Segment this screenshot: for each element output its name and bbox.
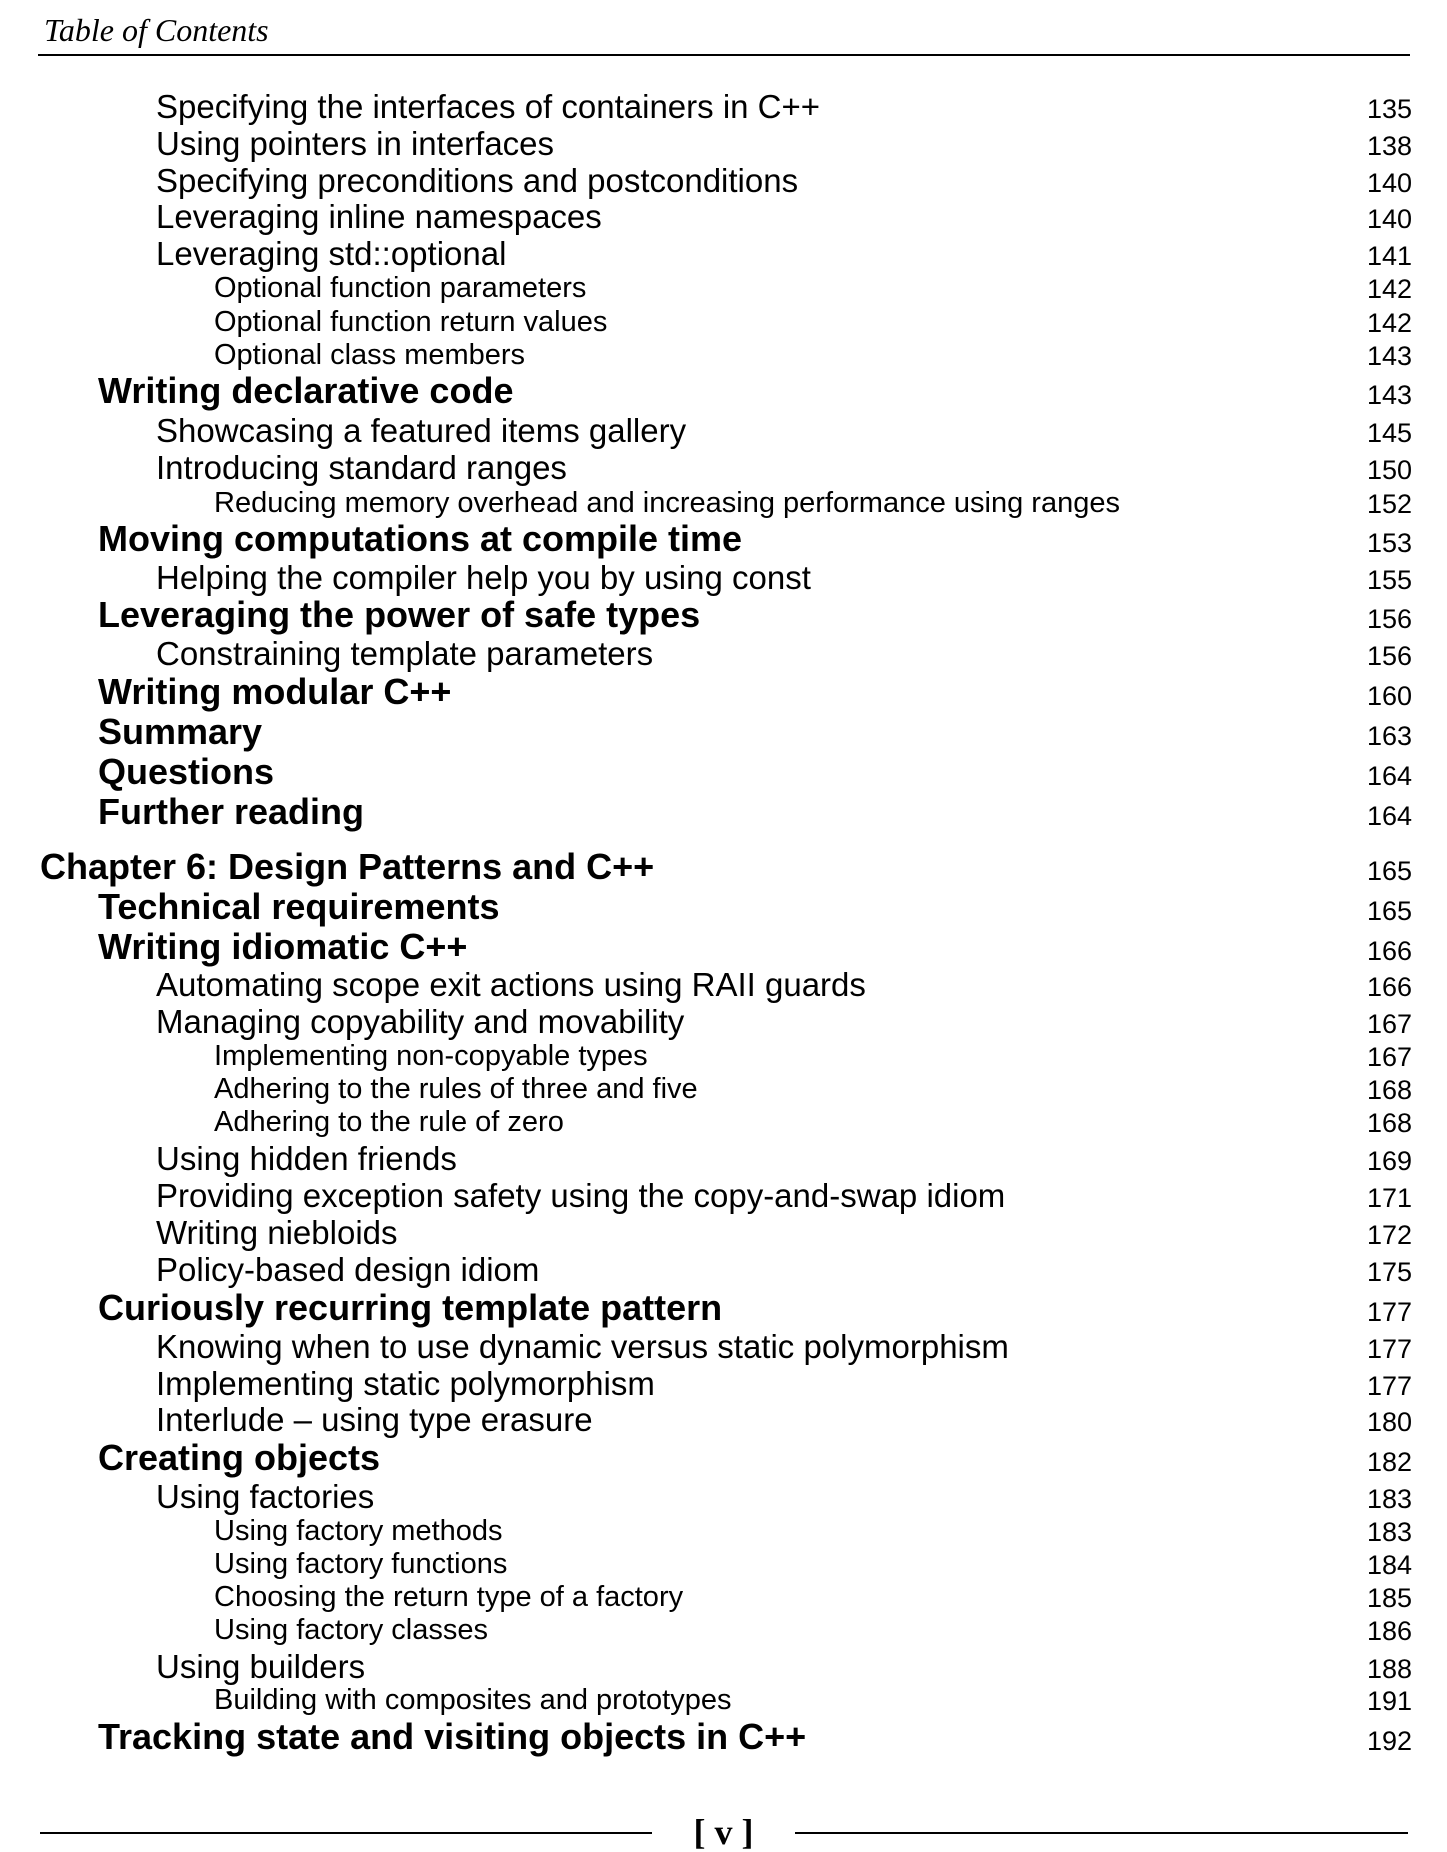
toc-entry-page-number: 164: [1366, 761, 1412, 791]
toc-entry-page-number: 156: [1366, 641, 1412, 671]
toc-entry-subsubsection-heading[interactable]: [0, 480, 1447, 520]
toc-entry-page-number: 145: [1366, 418, 1412, 448]
toc-entry-subsubsection-heading[interactable]: [0, 1099, 1447, 1139]
toc-entry-page-number: 191: [1366, 1686, 1412, 1716]
toc-entry-page-number: 156: [1366, 604, 1412, 634]
toc-entry-title: Leveraging std::optional: [156, 235, 507, 272]
toc-entry-title: Leveraging inline namespaces: [156, 198, 602, 235]
toc-entry-title: Using builders: [156, 1648, 366, 1685]
toc-entry-page-number: 152: [1366, 489, 1412, 519]
toc-entry-title: Summary: [98, 711, 263, 752]
toc-entry-section-heading[interactable]: [0, 519, 1447, 559]
toc-entry-subsection-heading[interactable]: [0, 1211, 1447, 1251]
toc-entry-page-number: 184: [1366, 1550, 1412, 1580]
toc-entry-section-heading[interactable]: [0, 672, 1447, 712]
toc-entry-title: Introducing standard ranges: [156, 449, 567, 486]
toc-entry-page-number: 192: [1366, 1726, 1412, 1756]
toc-entry-title: Optional function parameters: [214, 272, 587, 304]
toc-entry-page-number: 168: [1366, 1108, 1412, 1138]
toc-entry-title: Using factory methods: [214, 1515, 503, 1547]
toc-entry-page-number: 169: [1366, 1146, 1412, 1176]
toc-entry-page-number: 183: [1366, 1517, 1412, 1547]
toc-entry-page-number: 160: [1366, 681, 1412, 711]
toc-entry-page-number: 153: [1366, 528, 1412, 558]
toc-entry-title: Optional function return values: [214, 306, 608, 338]
toc-entry-page-number: 138: [1366, 131, 1412, 161]
toc-entry-page-number: 186: [1366, 1616, 1412, 1646]
toc-entry-section-heading[interactable]: [0, 595, 1447, 635]
toc-entry-page-number: 140: [1366, 168, 1412, 198]
toc-entry-title: Optional class members: [214, 339, 526, 371]
toc-entry-title: Curiously recurring template pattern: [98, 1287, 723, 1328]
toc-entry-page-number: 165: [1366, 856, 1412, 886]
toc-entry-title: Using factory functions: [214, 1548, 508, 1580]
toc-entry-page-number: 177: [1366, 1371, 1412, 1401]
toc-entry-page-number: 141: [1366, 241, 1412, 271]
toc-entry-page-number: 175: [1366, 1257, 1412, 1287]
toc-entry-subsection-heading[interactable]: [0, 159, 1447, 199]
toc-entry-page-number: 143: [1366, 341, 1412, 371]
toc-entry-page-number: 177: [1366, 1297, 1412, 1327]
toc-entry-title: Using pointers in interfaces: [156, 125, 555, 162]
toc-entry-title: Leveraging the power of safe types: [98, 594, 701, 635]
toc-entry-chapter-heading[interactable]: [0, 847, 1447, 887]
toc-entry-page-number: 188: [1366, 1654, 1412, 1684]
toc-entry-page-number: 155: [1366, 565, 1412, 595]
toc-entry-title: Specifying the interfaces of containers in C++: [156, 88, 821, 125]
toc-entry-title: Helping the compiler help you by using const: [156, 559, 811, 596]
toc-entry-title: Policy-based design idiom: [156, 1251, 540, 1288]
toc-entry-subsection-heading[interactable]: [0, 1174, 1447, 1214]
toc-entry-title: Tracking state and visiting objects in C++: [98, 1716, 807, 1757]
toc-entry-page-number: 180: [1366, 1407, 1412, 1437]
toc-entry-subsection-heading[interactable]: [0, 409, 1447, 449]
toc-entry-page-number: 143: [1366, 380, 1412, 410]
toc-entry-section-heading[interactable]: [0, 792, 1447, 832]
toc-entry-title: Reducing memory overhead and increasing performance using ranges: [214, 487, 1120, 519]
toc-entry-section-heading[interactable]: [0, 371, 1447, 411]
toc-entry-title: Adhering to the rule of zero: [214, 1106, 564, 1138]
toc-entry-section-heading[interactable]: [0, 752, 1447, 792]
toc-entry-title: Chapter 6: Design Patterns and C++: [40, 846, 655, 887]
toc-entry-subsection-heading[interactable]: [0, 556, 1447, 596]
toc-entry-title: Interlude – using type erasure: [156, 1401, 593, 1438]
toc-entry-title: Writing modular C++: [98, 671, 452, 712]
toc-entry-section-heading[interactable]: [0, 1288, 1447, 1328]
toc-entry-section-heading[interactable]: [0, 1717, 1447, 1757]
toc-entry-title: Moving computations at compile time: [98, 518, 743, 559]
toc-entry-title: Implementing non-copyable types: [214, 1040, 648, 1072]
toc-entry-title: Choosing the return type of a factory: [214, 1581, 684, 1613]
toc-entry-page-number: 165: [1366, 896, 1412, 926]
toc-entry-page-number: 163: [1366, 721, 1412, 751]
toc-entry-title: Questions: [98, 751, 275, 792]
toc-entry-title: Managing copyability and movability: [156, 1003, 685, 1040]
toc-entry-title: Technical requirements: [98, 886, 500, 927]
footer-rule-right: [795, 1832, 1408, 1834]
toc-entry-page-number: 166: [1366, 936, 1412, 966]
toc-entry-subsubsection-heading[interactable]: [0, 1607, 1447, 1647]
toc-entry-page-number: 182: [1366, 1447, 1412, 1477]
toc-entry-page-number: 140: [1366, 204, 1412, 234]
toc-entry-section-heading[interactable]: [0, 1438, 1447, 1478]
toc-entry-title: Writing niebloids: [156, 1214, 398, 1251]
toc-entry-title: Using factories: [156, 1478, 375, 1515]
toc-entry-title: Providing exception safety using the copy-and-swap idiom: [156, 1177, 1006, 1214]
toc-entry-subsection-heading[interactable]: [0, 1137, 1447, 1177]
toc-entry-page-number: 150: [1366, 455, 1412, 485]
toc-entry-title: Adhering to the rules of three and five: [214, 1073, 698, 1105]
toc-entry-title: Automating scope exit actions using RAII guards: [156, 966, 866, 1003]
toc-entry-subsection-heading[interactable]: [0, 122, 1447, 162]
toc-entry-title: Writing declarative code: [98, 370, 514, 411]
toc-entry-subsection-heading[interactable]: [0, 632, 1447, 672]
toc-entry-page-number: 164: [1366, 801, 1412, 831]
toc-entry-title: Further reading: [98, 791, 365, 832]
toc-entry-title: Specifying preconditions and postconditions: [156, 162, 799, 199]
toc-entry-title: Creating objects: [98, 1437, 381, 1478]
toc-entry-title: Implementing static polymorphism: [156, 1365, 655, 1402]
toc-entry-page-number: 142: [1366, 274, 1412, 304]
toc-entry-subsection-heading[interactable]: [0, 195, 1447, 235]
toc-entry-subsection-heading[interactable]: [0, 1362, 1447, 1402]
toc-entry-page-number: 142: [1366, 308, 1412, 338]
toc-entry-page-number: 183: [1366, 1484, 1412, 1514]
toc-entry-title: Constraining template parameters: [156, 635, 654, 672]
toc-entry-page-number: 166: [1366, 972, 1412, 1002]
toc-entry-title: Showcasing a featured items gallery: [156, 412, 687, 449]
toc-entry-subsection-heading[interactable]: [0, 1248, 1447, 1288]
toc-entry-subsubsection-heading[interactable]: [0, 1677, 1447, 1717]
toc-entry-title: Using hidden friends: [156, 1140, 457, 1177]
toc-entry-section-heading[interactable]: [0, 927, 1447, 967]
toc-entry-page-number: 177: [1366, 1334, 1412, 1364]
page-number: [ v ]: [693, 1812, 754, 1852]
toc-entry-page-number: 135: [1366, 94, 1412, 124]
toc-entry-page-number: 168: [1366, 1075, 1412, 1105]
toc-entry-title: Knowing when to use dynamic versus static polymorphism: [156, 1328, 1009, 1365]
toc-entry-subsection-heading[interactable]: [0, 1325, 1447, 1365]
toc-entry-page-number: 167: [1366, 1042, 1412, 1072]
toc-entry-page-number: 167: [1366, 1009, 1412, 1039]
toc-entry-title: Writing idiomatic C++: [98, 926, 468, 967]
toc-entry-page-number: 185: [1366, 1583, 1412, 1613]
toc-entry-subsubsection-heading[interactable]: [0, 332, 1447, 372]
footer-rule-left: [40, 1832, 652, 1834]
toc-entry-subsection-heading[interactable]: [0, 1398, 1447, 1438]
toc-entry-title: Building with composites and prototypes: [214, 1684, 732, 1716]
toc-entry-title: Using factory classes: [214, 1614, 488, 1646]
toc-entry-subsection-heading[interactable]: [0, 963, 1447, 1003]
toc-entry-page-number: 172: [1366, 1220, 1412, 1250]
toc-entry-subsection-heading[interactable]: [0, 85, 1447, 125]
toc-entry-section-heading[interactable]: [0, 712, 1447, 752]
toc-entry-section-heading[interactable]: [0, 887, 1447, 927]
running-header: Table of Contents: [44, 12, 269, 48]
toc-entry-page-number: 171: [1366, 1183, 1412, 1213]
